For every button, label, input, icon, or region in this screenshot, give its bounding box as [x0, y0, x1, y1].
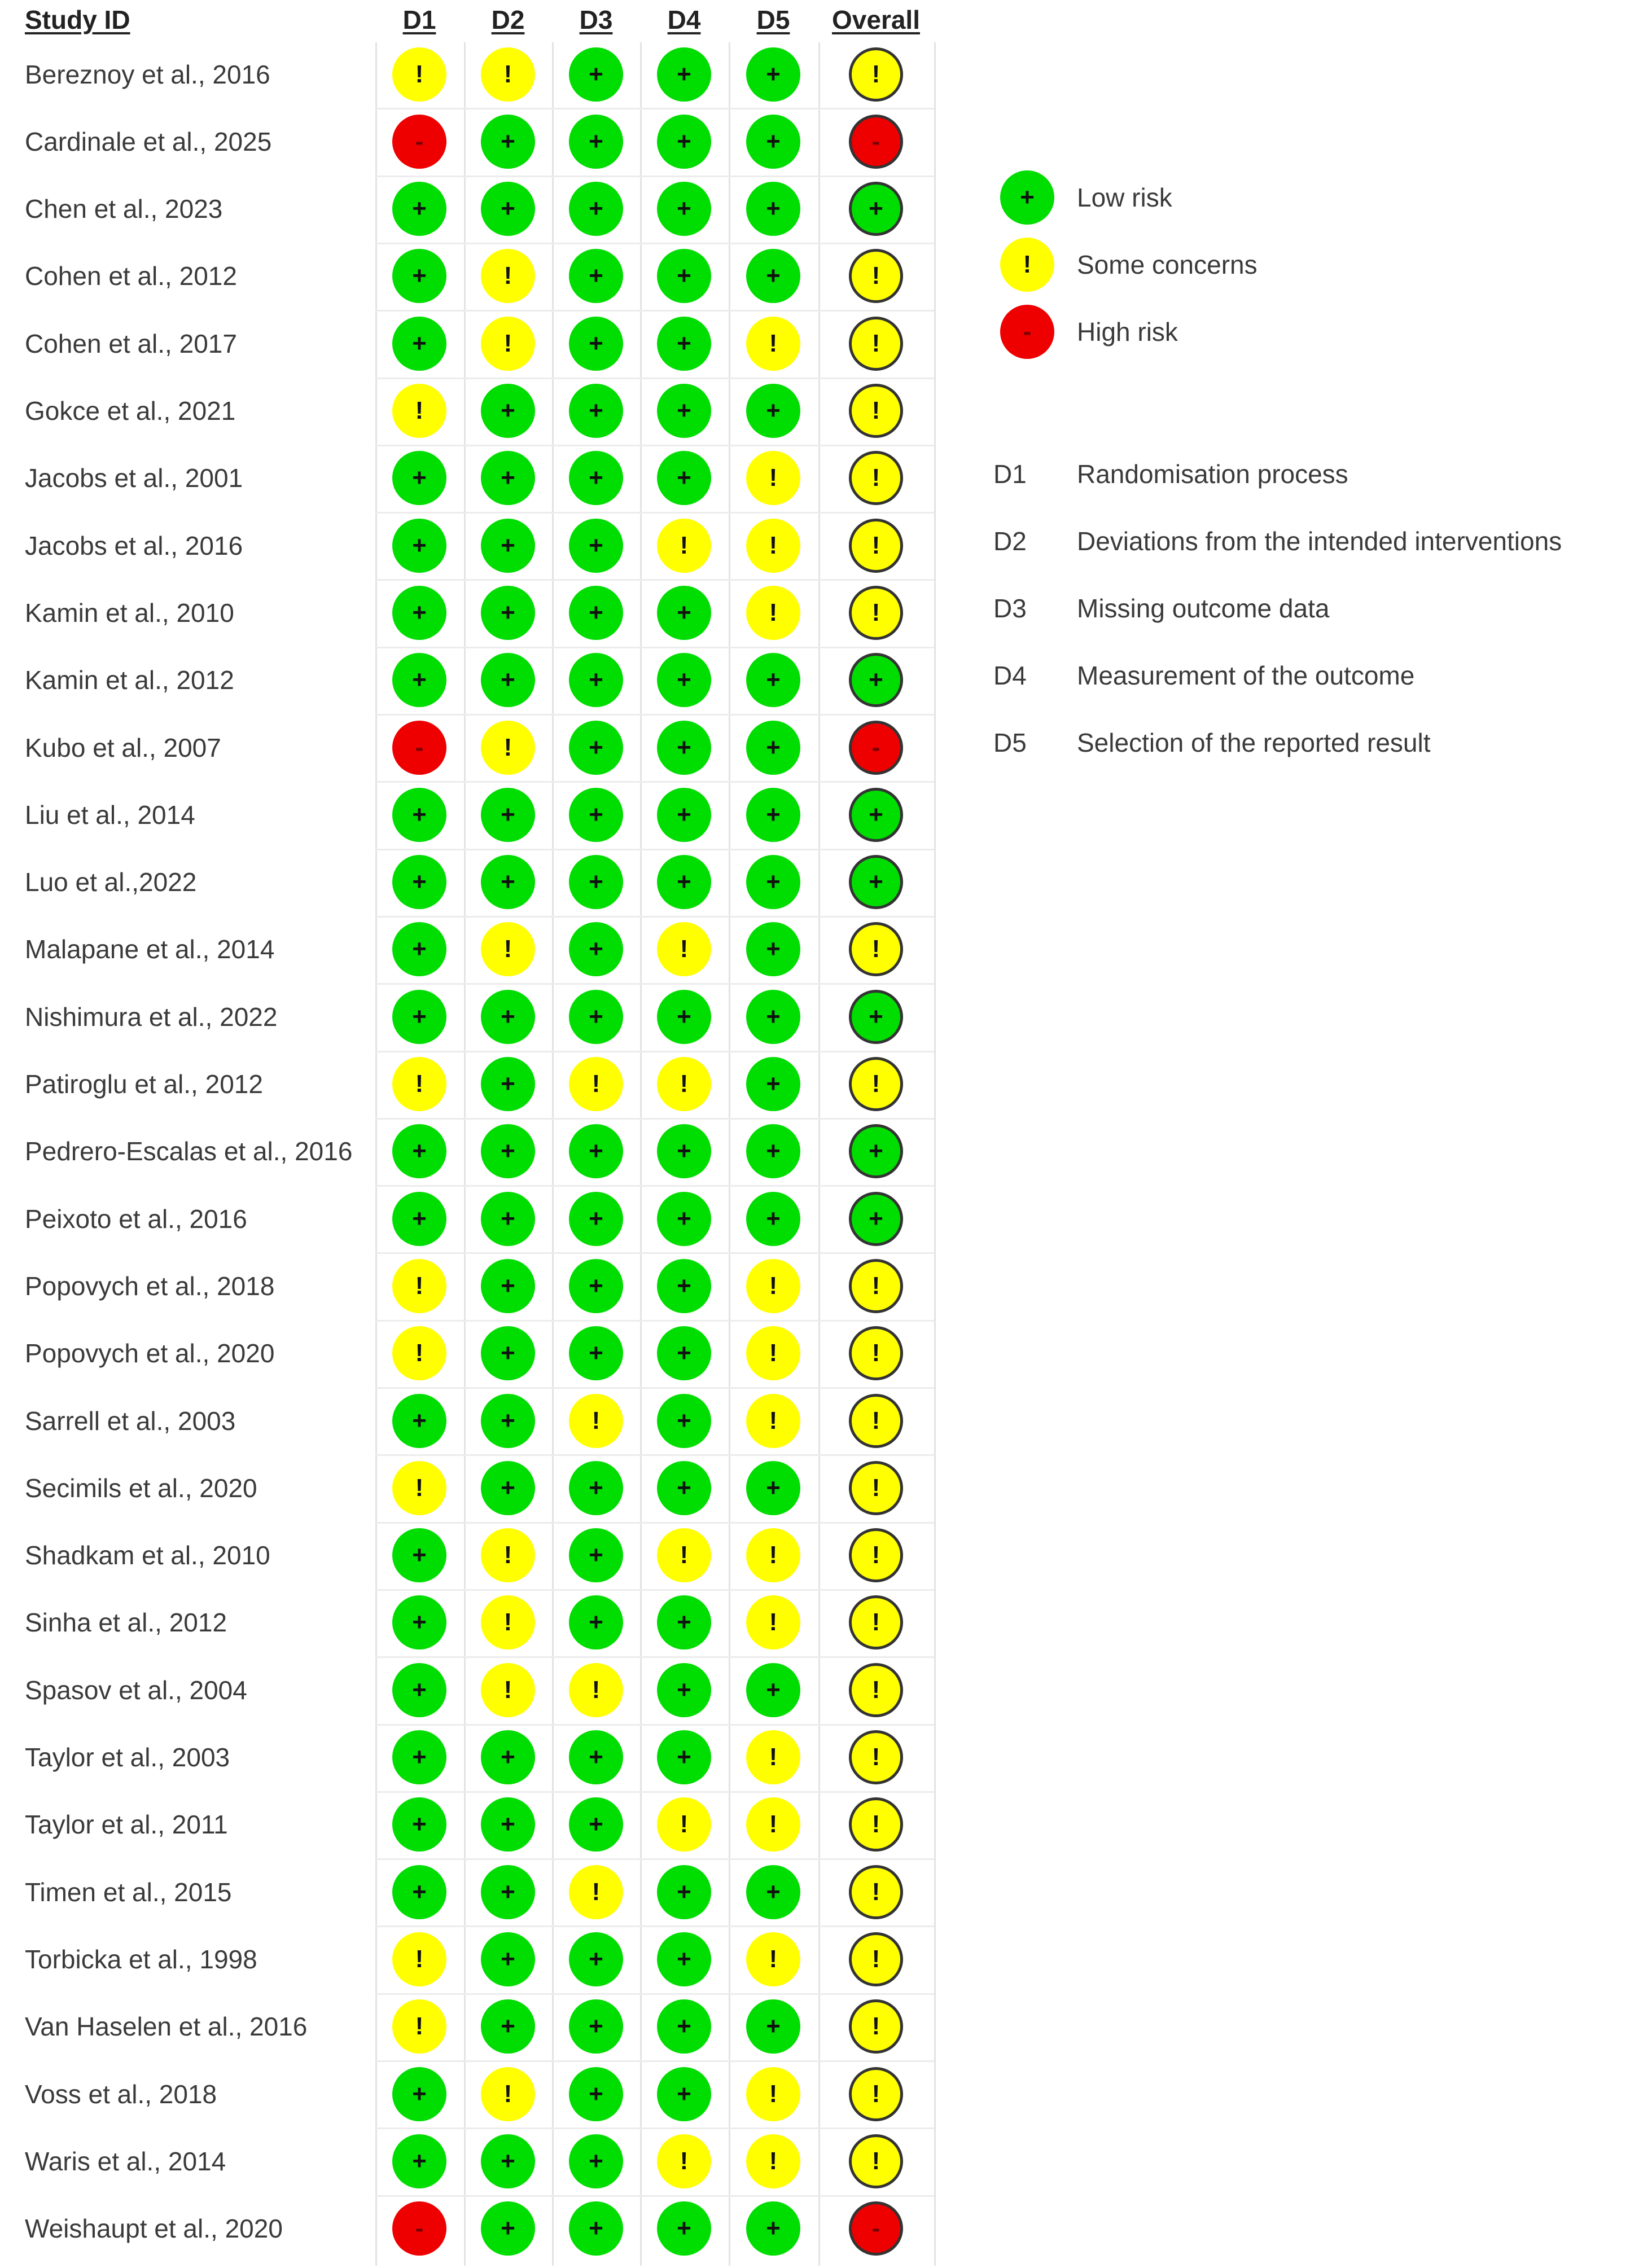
plus-icon: + — [569, 519, 623, 573]
exclamation-icon: ! — [481, 2067, 535, 2121]
plus-icon: + — [569, 115, 623, 169]
minus-icon: - — [392, 115, 446, 169]
plus-icon: + — [746, 922, 800, 976]
plus-icon: + — [657, 2201, 711, 2256]
exclamation-icon: ! — [392, 1932, 446, 1986]
exclamation-icon: ! — [849, 1730, 903, 1784]
plus-icon: + — [746, 182, 800, 236]
domain-item-d5 — [993, 714, 1642, 771]
plus-icon: + — [849, 855, 903, 909]
plus-icon: + — [481, 2134, 535, 2188]
plus-icon: + — [657, 451, 711, 505]
minus-icon: - — [392, 721, 446, 775]
plus-icon: + — [657, 1999, 711, 2054]
study-name: Torbicka et al., 1998 — [25, 1944, 257, 1974]
plus-icon: + — [569, 182, 623, 236]
study-name: Cardinale et al., 2025 — [25, 126, 272, 156]
domain-code: D5 — [993, 728, 1027, 757]
exclamation-icon: ! — [569, 1057, 623, 1111]
exclamation-icon: ! — [849, 249, 903, 303]
plus-icon: + — [392, 653, 446, 707]
table-row — [0, 1589, 1643, 1656]
exclamation-icon: ! — [746, 2067, 800, 2121]
legend-item-some — [988, 236, 1496, 293]
plus-icon: + — [657, 1663, 711, 1717]
exclamation-icon: ! — [849, 1461, 903, 1515]
plus-icon: + — [569, 1461, 623, 1515]
exclamation-icon: ! — [392, 1326, 446, 1380]
table-row — [0, 1925, 1643, 1993]
exclamation-icon: ! — [849, 1394, 903, 1448]
legend-item-low — [988, 169, 1496, 226]
exclamation-icon: ! — [746, 519, 800, 573]
plus-icon: + — [746, 1865, 800, 1919]
legend-label: Low risk — [1077, 183, 1172, 212]
domain-item-d2 — [993, 513, 1642, 569]
plus-icon: + — [569, 990, 623, 1044]
table-row — [0, 2060, 1643, 2127]
exclamation-icon: ! — [746, 1730, 800, 1784]
table-row — [0, 1656, 1643, 1723]
exclamation-icon: ! — [849, 451, 903, 505]
exclamation-icon: ! — [746, 317, 800, 371]
table-row — [0, 849, 1643, 916]
plus-icon: + — [481, 1932, 535, 1986]
study-name: Shadkam et al., 2010 — [25, 1541, 270, 1571]
exclamation-icon: ! — [849, 2067, 903, 2121]
plus-icon: + — [481, 1326, 535, 1380]
study-name: Cohen et al., 2012 — [25, 261, 237, 291]
exclamation-icon: ! — [569, 1663, 623, 1717]
exclamation-icon: ! — [849, 2134, 903, 2188]
exclamation-icon: ! — [569, 1865, 623, 1919]
exclamation-icon: ! — [746, 1259, 800, 1313]
exclamation-icon: ! — [849, 1057, 903, 1111]
plus-icon: + — [481, 182, 535, 236]
plus-icon: + — [481, 1394, 535, 1448]
exclamation-icon: ! — [481, 922, 535, 976]
plus-icon: + — [481, 1999, 535, 2054]
domain-item-d4 — [993, 647, 1642, 704]
plus-icon: + — [392, 2067, 446, 2121]
study-name: Spasov et al., 2004 — [25, 1675, 247, 1705]
legend-item-high — [988, 304, 1496, 360]
plus-icon: + — [569, 855, 623, 909]
exclamation-icon: ! — [849, 586, 903, 640]
plus-icon: + — [569, 922, 623, 976]
study-name: Chen et al., 2023 — [25, 194, 223, 224]
plus-icon: + — [481, 1259, 535, 1313]
exclamation-icon: ! — [481, 249, 535, 303]
study-name: Voss et al., 2018 — [25, 2079, 217, 2109]
plus-icon: + — [657, 1932, 711, 1986]
plus-icon: + — [569, 653, 623, 707]
plus-icon: + — [392, 249, 446, 303]
plus-icon: + — [569, 1259, 623, 1313]
plus-icon: + — [849, 990, 903, 1044]
exclamation-icon: ! — [746, 586, 800, 640]
study-name: Pedrero-Escalas et al., 2016 — [25, 1137, 353, 1166]
study-name: Kamin et al., 2010 — [25, 598, 234, 628]
exclamation-icon: ! — [481, 1663, 535, 1717]
plus-icon: + — [657, 855, 711, 909]
table-row — [0, 1858, 1643, 1925]
minus-icon: - — [849, 115, 903, 169]
exclamation-icon: ! — [849, 1999, 903, 2054]
table-row — [0, 1993, 1643, 2060]
plus-icon: + — [1000, 170, 1054, 225]
table-row — [0, 1454, 1643, 1521]
exclamation-icon: ! — [481, 317, 535, 371]
plus-icon: + — [746, 1057, 800, 1111]
plus-icon: + — [746, 1663, 800, 1717]
exclamation-icon: ! — [849, 1326, 903, 1380]
plus-icon: + — [657, 1394, 711, 1448]
plus-icon: + — [746, 249, 800, 303]
study-name: Kamin et al., 2012 — [25, 665, 234, 695]
minus-icon: - — [1000, 305, 1054, 359]
plus-icon: + — [392, 1865, 446, 1919]
plus-icon: + — [569, 586, 623, 640]
exclamation-icon: ! — [849, 384, 903, 438]
domain-code: D3 — [993, 594, 1027, 623]
study-name: Jacobs et al., 2001 — [25, 463, 243, 493]
plus-icon: + — [569, 1730, 623, 1784]
plus-icon: + — [392, 519, 446, 573]
exclamation-icon: ! — [481, 1528, 535, 1582]
plus-icon: + — [481, 1461, 535, 1515]
exclamation-icon: ! — [481, 47, 535, 102]
domain-item-d1 — [993, 446, 1642, 502]
study-name: Luo et al.,2022 — [25, 867, 197, 897]
plus-icon: + — [481, 115, 535, 169]
study-name: Gokce et al., 2021 — [25, 396, 236, 425]
plus-icon: + — [569, 2067, 623, 2121]
plus-icon: + — [481, 1797, 535, 1852]
table-row — [0, 2127, 1643, 2195]
exclamation-icon: ! — [849, 922, 903, 976]
plus-icon: + — [569, 788, 623, 842]
plus-icon: + — [657, 2067, 711, 2121]
plus-icon: + — [657, 788, 711, 842]
study-name: Sarrell et al., 2003 — [25, 1406, 236, 1436]
exclamation-icon: ! — [481, 1595, 535, 1650]
exclamation-icon: ! — [481, 721, 535, 775]
plus-icon: + — [481, 1124, 535, 1178]
plus-icon: + — [849, 182, 903, 236]
domain-label: Selection of the reported result — [1077, 728, 1431, 757]
plus-icon: + — [392, 1663, 446, 1717]
domain-item-d3 — [993, 580, 1642, 637]
study-name: Sinha et al., 2012 — [25, 1608, 227, 1638]
plus-icon: + — [392, 182, 446, 236]
plus-icon: + — [657, 586, 711, 640]
plus-icon: + — [569, 249, 623, 303]
plus-icon: + — [849, 653, 903, 707]
plus-icon: + — [657, 182, 711, 236]
exclamation-icon: ! — [849, 1528, 903, 1582]
study-name: Bereznoy et al., 2016 — [25, 59, 270, 89]
plus-icon: + — [746, 721, 800, 775]
exclamation-icon: ! — [392, 1461, 446, 1515]
plus-icon: + — [481, 586, 535, 640]
plus-icon: + — [657, 1461, 711, 1515]
exclamation-icon: ! — [392, 1259, 446, 1313]
plus-icon: + — [657, 721, 711, 775]
plus-icon: + — [569, 721, 623, 775]
plus-icon: + — [569, 1595, 623, 1650]
exclamation-icon: ! — [657, 1528, 711, 1582]
plus-icon: + — [481, 2201, 535, 2256]
plus-icon: + — [657, 249, 711, 303]
domain-label: Missing outcome data — [1077, 594, 1330, 623]
table-row — [0, 378, 1643, 445]
study-name: Weishaupt et al., 2020 — [25, 2214, 283, 2244]
plus-icon: + — [569, 1124, 623, 1178]
plus-icon: + — [657, 653, 711, 707]
table-row — [0, 1522, 1643, 1589]
table-row — [0, 108, 1643, 175]
exclamation-icon: ! — [849, 519, 903, 573]
plus-icon: + — [569, 1326, 623, 1380]
plus-icon: + — [392, 1528, 446, 1582]
table-row — [0, 916, 1643, 983]
study-name: Peixoto et al., 2016 — [25, 1204, 247, 1234]
study-id-header: Study ID — [25, 5, 130, 34]
plus-icon: + — [569, 1528, 623, 1582]
plus-icon: + — [569, 451, 623, 505]
plus-icon: + — [481, 384, 535, 438]
table-row — [0, 1118, 1643, 1185]
exclamation-icon: ! — [746, 1595, 800, 1650]
plus-icon: + — [481, 1730, 535, 1784]
table-row — [0, 1724, 1643, 1791]
plus-icon: + — [657, 115, 711, 169]
plus-icon: + — [849, 788, 903, 842]
exclamation-icon: ! — [657, 1057, 711, 1111]
plus-icon: + — [746, 1999, 800, 2054]
plus-icon: + — [392, 788, 446, 842]
study-name: Popovych et al., 2020 — [25, 1339, 275, 1368]
study-name: Jacobs et al., 2016 — [25, 530, 243, 560]
plus-icon: + — [746, 384, 800, 438]
domain-code: D1 — [993, 459, 1027, 489]
exclamation-icon: ! — [569, 1394, 623, 1448]
plus-icon: + — [569, 47, 623, 102]
study-name: Timen et al., 2015 — [25, 1877, 232, 1907]
study-name: Waris et al., 2014 — [25, 2146, 226, 2176]
column-header-d1: D1 — [402, 5, 436, 34]
plus-icon: + — [746, 1124, 800, 1178]
plus-icon: + — [481, 1865, 535, 1919]
exclamation-icon: ! — [849, 317, 903, 371]
exclamation-icon: ! — [392, 384, 446, 438]
plus-icon: + — [569, 1192, 623, 1246]
exclamation-icon: ! — [849, 47, 903, 102]
study-name: Secimils et al., 2020 — [25, 1473, 257, 1503]
plus-icon: + — [569, 317, 623, 371]
exclamation-icon: ! — [849, 1259, 903, 1313]
plus-icon: + — [746, 788, 800, 842]
plus-icon: + — [746, 990, 800, 1044]
exclamation-icon: ! — [746, 1528, 800, 1582]
domain-label: Measurement of the outcome — [1077, 661, 1415, 690]
plus-icon: + — [746, 115, 800, 169]
plus-icon: + — [392, 1124, 446, 1178]
plus-icon: + — [569, 384, 623, 438]
plus-icon: + — [481, 788, 535, 842]
plus-icon: + — [657, 1124, 711, 1178]
plus-icon: + — [569, 1932, 623, 1986]
plus-icon: + — [746, 1461, 800, 1515]
study-name: Liu et al., 2014 — [25, 800, 195, 830]
table-row — [0, 1320, 1643, 1387]
table-row — [0, 1791, 1643, 1858]
plus-icon: + — [481, 1192, 535, 1246]
study-name: Taylor et al., 2003 — [25, 1743, 230, 1772]
table-row — [0, 1252, 1643, 1319]
plus-icon: + — [569, 1999, 623, 2054]
plus-icon: + — [392, 990, 446, 1044]
plus-icon: + — [569, 1797, 623, 1852]
plus-icon: + — [392, 1394, 446, 1448]
column-header-d3: D3 — [579, 5, 613, 34]
plus-icon: + — [569, 2201, 623, 2256]
plus-icon: + — [657, 1192, 711, 1246]
domain-label: Randomisation process — [1077, 459, 1348, 489]
exclamation-icon: ! — [849, 1865, 903, 1919]
minus-icon: - — [849, 2201, 903, 2256]
table-row — [0, 983, 1643, 1050]
plus-icon: + — [392, 451, 446, 505]
table-row — [0, 1051, 1643, 1118]
exclamation-icon: ! — [657, 2134, 711, 2188]
legend-label: Some concerns — [1077, 250, 1258, 279]
domain-code: D4 — [993, 661, 1027, 690]
exclamation-icon: ! — [849, 1663, 903, 1717]
plus-icon: + — [481, 451, 535, 505]
exclamation-icon: ! — [392, 1057, 446, 1111]
column-header-d2: D2 — [491, 5, 525, 34]
table-row — [0, 41, 1643, 108]
plus-icon: + — [392, 1192, 446, 1246]
study-name: Kubo et al., 2007 — [25, 732, 221, 762]
exclamation-icon: ! — [657, 922, 711, 976]
plus-icon: + — [392, 1595, 446, 1650]
plus-icon: + — [481, 990, 535, 1044]
plus-icon: + — [657, 1730, 711, 1784]
exclamation-icon: ! — [1000, 238, 1054, 292]
plus-icon: + — [657, 317, 711, 371]
plus-icon: + — [392, 317, 446, 371]
study-name: Nishimura et al., 2022 — [25, 1002, 278, 1032]
plus-icon: + — [392, 1730, 446, 1784]
exclamation-icon: ! — [849, 1932, 903, 1986]
plus-icon: + — [746, 47, 800, 102]
exclamation-icon: ! — [746, 1326, 800, 1380]
plus-icon: + — [657, 1259, 711, 1313]
plus-icon: + — [392, 922, 446, 976]
plus-icon: + — [392, 855, 446, 909]
exclamation-icon: ! — [746, 451, 800, 505]
table-row — [0, 781, 1643, 848]
study-name: Cohen et al., 2017 — [25, 328, 237, 358]
exclamation-icon: ! — [392, 47, 446, 102]
plus-icon: + — [657, 384, 711, 438]
plus-icon: + — [746, 653, 800, 707]
column-header-d4: D4 — [667, 5, 701, 34]
domain-code: D2 — [993, 527, 1027, 556]
plus-icon: + — [657, 1865, 711, 1919]
plus-icon: + — [746, 1192, 800, 1246]
plus-icon: + — [849, 1124, 903, 1178]
domain-label: Deviations from the intended interventions — [1077, 527, 1562, 556]
plus-icon: + — [481, 1057, 535, 1111]
column-header-d5: D5 — [756, 5, 790, 34]
study-name: Taylor et al., 2011 — [25, 1810, 228, 1840]
plus-icon: + — [569, 2134, 623, 2188]
study-name: Van Haselen et al., 2016 — [25, 2012, 308, 2042]
exclamation-icon: ! — [746, 2134, 800, 2188]
minus-icon: - — [849, 721, 903, 775]
column-header-overall: Overall — [832, 5, 920, 34]
study-name: Patiroglu et al., 2012 — [25, 1069, 263, 1099]
table-row — [0, 1387, 1643, 1454]
exclamation-icon: ! — [746, 1394, 800, 1448]
table-row — [0, 2195, 1643, 2262]
exclamation-icon: ! — [657, 1797, 711, 1852]
exclamation-icon: ! — [657, 519, 711, 573]
exclamation-icon: ! — [392, 1999, 446, 2054]
plus-icon: + — [657, 1326, 711, 1380]
exclamation-icon: ! — [746, 1932, 800, 1986]
plus-icon: + — [481, 519, 535, 573]
plus-icon: + — [657, 990, 711, 1044]
study-name: Popovych et al., 2018 — [25, 1271, 275, 1301]
legend-label: High risk — [1077, 317, 1178, 346]
plus-icon: + — [481, 653, 535, 707]
minus-icon: - — [392, 2201, 446, 2256]
study-name: Malapane et al., 2014 — [25, 935, 275, 964]
exclamation-icon: ! — [849, 1797, 903, 1852]
exclamation-icon: ! — [746, 1797, 800, 1852]
plus-icon: + — [657, 1595, 711, 1650]
plus-icon: + — [392, 2134, 446, 2188]
plus-icon: + — [849, 1192, 903, 1246]
plus-icon: + — [657, 47, 711, 102]
plus-icon: + — [392, 586, 446, 640]
table-row — [0, 1185, 1643, 1252]
plus-icon: + — [746, 2201, 800, 2256]
plus-icon: + — [481, 855, 535, 909]
plus-icon: + — [746, 855, 800, 909]
exclamation-icon: ! — [849, 1595, 903, 1650]
plus-icon: + — [392, 1797, 446, 1852]
